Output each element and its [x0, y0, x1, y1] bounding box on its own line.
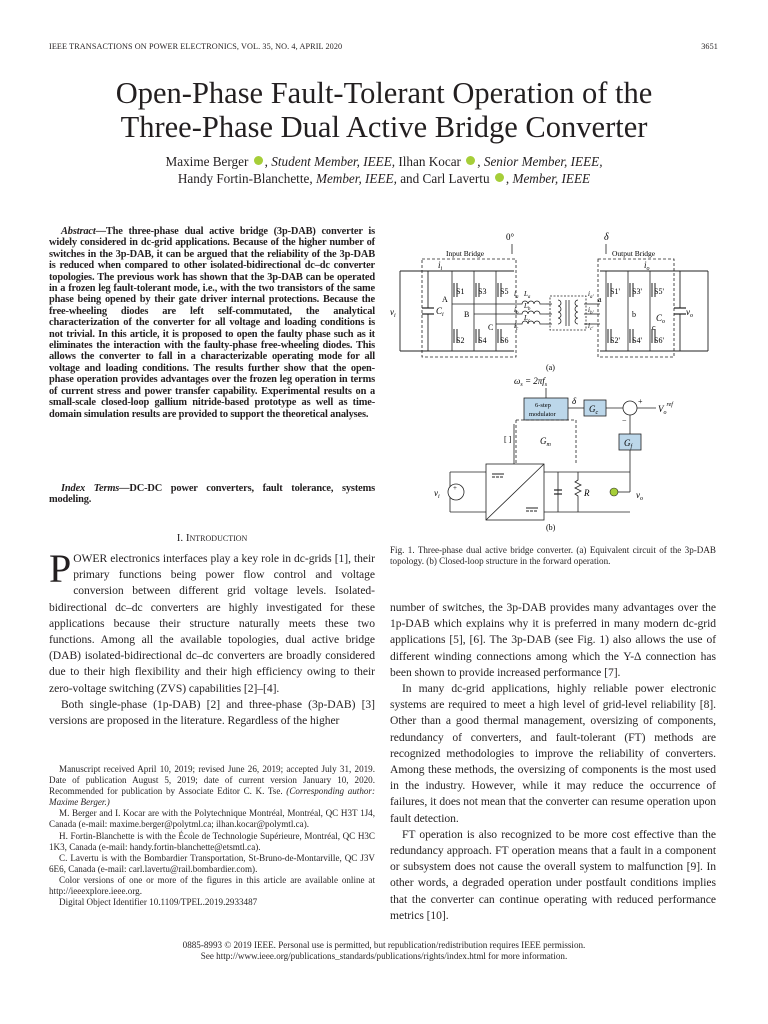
delta-signal-label: δ [572, 396, 577, 406]
circuit-diagram-a [390, 232, 708, 372]
subfigure-b-label: (b) [546, 523, 556, 532]
ci-label: $C_i$ [436, 306, 444, 318]
r-label: R [584, 488, 590, 498]
output-bridge-label: Output Bridge [612, 249, 656, 258]
author-role: Member, IEEE, [315, 171, 397, 186]
phase-inductors [516, 301, 546, 324]
resistor-icon [575, 472, 581, 512]
input-bridge-label: Input Bridge [446, 249, 485, 258]
author-line-2: Handy Fortin-Blanchette, Member, IEEE, and Carl Lavertu , Member, IEEE [177, 171, 591, 186]
title-line-1: Open-Phase Fault-Tolerant Operation of the [115, 76, 653, 110]
switch-s2p: S2' [610, 336, 620, 345]
index-terms-text: —DC-DC power converters, fault tolerance, systems modeling. [49, 483, 375, 506]
author-name: Maxime Berger [165, 154, 249, 169]
author-role: Student Member, IEEE, [271, 154, 396, 169]
footnote-affiliation-2: H. Fortin-Blanchette is with the École de Technologie Supérieure, Montréal, QC H3C 1K3, Canada (e-mail: handy.fortin-blanchette@etsmtl.ca). [49, 830, 375, 852]
switch-s1p: S1' [610, 287, 620, 296]
node-C: C [488, 323, 494, 332]
subfigure-a-label: (a) [546, 363, 555, 372]
section-number: I. [176, 532, 184, 544]
abstract-text: —The three-phase dual active bridge (3p-DAB) converter is widely considered in dc-grid applications. Because of the higher number of switches in the 3p-DAB, it can be argued that the reliability of the 3p-DAB is reduced when compared to other isolated-bidirectional dc–dc converter topologies. The previous work has shown that the 3p-DAB can be operated in a frozen leg fault-tolerant mode, i.e., with the two transistors of the same phase being opened by their gate driver internal protections. Because the free-wheeling diodes are left self-commutated, the analytical characterization of the converter for all voltage and loading conditions is not trivial. In this article, it is proposed to open the faulty phase such as it eliminates the interaction with the faulty-phase free-wheeling diodes. This allows the converter to fall in a characterizable operating mode for all voltage and loading conditions. The results further show that the open-phase operation provides advantages over the frozen leg operation in terms of current stress and power transfer capability. Experimental results on a small-scale closed-loop gallium nitride-based prototype as well as time-domain simulation results are provided to support the theoretical analyses. [49, 226, 375, 420]
footnote-dates: Manuscript received April 10, 2019; revised June 26, 2019; accepted July 31, 2019. Date of publication August 5, 2019; date of current version January 10, 2020. Recommended for publication by Associate Editor C. K. Tse. [49, 764, 375, 797]
modulator-label-1: 6-step [535, 402, 551, 409]
lc-label: $L_c$ [524, 314, 531, 324]
right-column-text [390, 600, 716, 924]
vo-b-label: $v_o$ [636, 490, 643, 502]
summing-junction [623, 401, 637, 415]
node-a: a [598, 295, 602, 304]
node-b: b [632, 310, 636, 319]
copyright-line: 0885-8993 © 2019 IEEE. Personal use is permitted, but republication/redistribution requires IEEE permission. [182, 940, 586, 950]
omega-equation: $\omega_s = 2\pi f_s$ [514, 376, 548, 388]
switch-s4p: S4' [632, 336, 642, 345]
title-line-2: Three-Phase Dual Active Bridge Converter [120, 110, 648, 144]
ii-label: $i_i$ [438, 260, 443, 272]
minus-sign: − [622, 416, 627, 425]
switch-s1: S1 [456, 287, 465, 296]
block-diagram-b [434, 376, 674, 532]
right-paragraph-2: In many dc-grid applications, highly reliable power electronic systems are required to meet a high level of grid-level reliability [8]. Other than a good thermal management, oversizing of components, redundancy of converters, and fault-tolerant (FT) methods are recognized methodologies to improve the reliability of converters. Among these methods, the oversizing of components is the most used in the industry. However, while it may reduce the occurrence of failures, it does not mean that the converter can resume operation upon fault detection. [390, 682, 716, 825]
index-terms [49, 483, 375, 506]
copyright-footer [0, 940, 768, 962]
drop-cap: P [49, 546, 72, 591]
switch-s4: S4 [478, 336, 487, 345]
vi-b-label: $v_i$ [434, 488, 440, 500]
author-conjunction: and [400, 171, 420, 186]
author-line-1: Maxime Berger , Student Member, IEEE, Ilhan Kocar , Senior Member, IEEE, [165, 154, 603, 169]
switch-s3p: S3' [632, 287, 642, 296]
gc-label: $G_c$ [589, 404, 599, 416]
rights-link-line[interactable]: See http://www.ieee.org/publications_standards/publications/rights/index.html for more information. [200, 951, 568, 961]
footnote-doi: Digital Object Identifier 10.1109/TPEL.2019.2933487 [59, 897, 258, 908]
intro-paragraph-1 [49, 546, 375, 697]
running-header: IEEE TRANSACTIONS ON POWER ELECTRONICS, VOL. 35, NO. 4, APRIL 2020 [49, 42, 343, 51]
section-heading [49, 532, 375, 544]
author-role: Member, IEEE [512, 171, 591, 186]
author-list [0, 153, 768, 187]
plus-sign: + [638, 397, 643, 406]
orcid-icon[interactable] [495, 173, 504, 182]
page-number: 3651 [701, 42, 718, 51]
footnotes [49, 764, 375, 908]
figure-1 [390, 228, 720, 533]
intro-paragraph-2: Both single-phase (1p-DAB) [2] and three-phase (3p-DAB) [3] versions are proposed in the literature. Regardless of the higher [49, 697, 375, 728]
right-paragraph-1: number of switches, the 3p-DAB provides many advantages over the 1p-DAB which explains why it is preferred in many modern dc-grid applications [5], [6]. The 3p-DAB (see Fig. 1) also allows the use of different winding connections among which the Y-Δ connection has been shown to provide increased performance [7]. [390, 601, 716, 679]
abstract-lead: Abstract [61, 226, 96, 237]
footnote-corresponding: (Corresponding author: Maxime Berger.) [49, 786, 375, 808]
author-role: Senior Member, IEEE, [483, 154, 603, 169]
footnote-affiliation-3: C. Lavertu is with the Bombardier Transportation, St-Bruno-de-Montarville, QC J3V 6E6, Canada (e-mail: carl.lavertu@rail.bombardier.com). [49, 852, 375, 874]
footnote-affiliation-1: M. Berger and I. Kocar are with the Polytechnique Montréal, Montréal, QC H3T 1J4, Canada (e-mail: maxime.berger@polytml.ca; ilhan.kocar@polymtl.ca). [49, 808, 375, 830]
footnote-manuscript [49, 764, 375, 808]
source-plus: + [453, 484, 457, 492]
io-label: $i_o$ [644, 260, 650, 272]
intro-p1-text: OWER electronics interfaces play a key role in dc-grids [1], their primary functions being power flow control and voltage conversion between different grid voltage levels. Isolated-bidirectional dc–dc converters are highly investigated for these applications because their structure naturally meets these two functions. Among all the available topologies, dual active bridge (DAB) isolated-bidirectional dc–dc converters are broadly considered due to their high flexibility and their high efficiency owing to their zero-voltage switching (ZVS) capabilities [2]–[4]. [49, 552, 375, 695]
switch-s2: S2 [456, 336, 465, 345]
orcid-icon[interactable] [254, 156, 263, 165]
author-name: Carl Lavertu [422, 171, 490, 186]
phase-zero-label: 0° [506, 232, 515, 242]
lb-label: $L_b$ [524, 302, 531, 312]
footnote-color: Color versions of one or more of the figures in this article are available online at http://ieeexplore.ieee.org. [49, 874, 375, 897]
icp-label: $i_{c'}$ [588, 322, 594, 332]
node-B: B [464, 310, 470, 319]
gate-signal-label: [ ] [504, 435, 512, 444]
intro-text [49, 546, 375, 729]
switch-s5: S5 [500, 287, 509, 296]
iap-label: $i_{a'}$ [588, 290, 594, 300]
node-c: c [652, 323, 656, 332]
co-label: $C_o$ [656, 313, 666, 325]
switch-s6p: S6' [654, 336, 664, 345]
vref-label: $V_o^{ref}$ [658, 402, 673, 416]
vo-sense-node [610, 488, 618, 496]
ibp-label: $i_{b'}$ [588, 306, 594, 316]
gm-label: $G_m$ [540, 436, 551, 448]
ib-label: $i_b$ [514, 306, 519, 316]
section-title: Introduction [185, 532, 248, 544]
abstract [49, 226, 375, 420]
vi-label: $v_i$ [390, 307, 396, 319]
gf-label: $G_f$ [624, 438, 633, 450]
paper-title [0, 76, 768, 144]
author-name: Handy Fortin-Blanchette, [177, 171, 313, 186]
phase-delta-label: δ [604, 232, 609, 243]
vo-label: $v_o$ [686, 307, 693, 319]
la-label: $L_a$ [524, 290, 531, 300]
figure-caption: Fig. 1. Three-phase dual active bridge converter. (a) Equivalent circuit of the 3p-DAB topology. (b) Closed-loop structure in the forward operation. [390, 545, 716, 567]
author-name: Ilhan Kocar [398, 154, 461, 169]
right-paragraph-3: FT operation is also recognized to be more cost effective than the redundancy approach. FT operation means that a fault in a component or subsystem does not cause the overall system to malfunction [9]. In other words, a degraded operation under postfault conditions implies that the converter can continue operating with reduced performance metrics [10]. [390, 827, 716, 922]
switch-s5p: S5' [654, 287, 664, 296]
index-terms-lead: Index Terms [61, 483, 120, 494]
orcid-icon[interactable] [466, 156, 475, 165]
ic-label: $i_c$ [514, 322, 519, 332]
ia-label: $i_a$ [514, 290, 519, 300]
switch-s6: S6 [500, 336, 509, 345]
switch-s3: S3 [478, 287, 487, 296]
node-A: A [442, 295, 448, 304]
modulator-label-2: modulator [529, 411, 556, 418]
